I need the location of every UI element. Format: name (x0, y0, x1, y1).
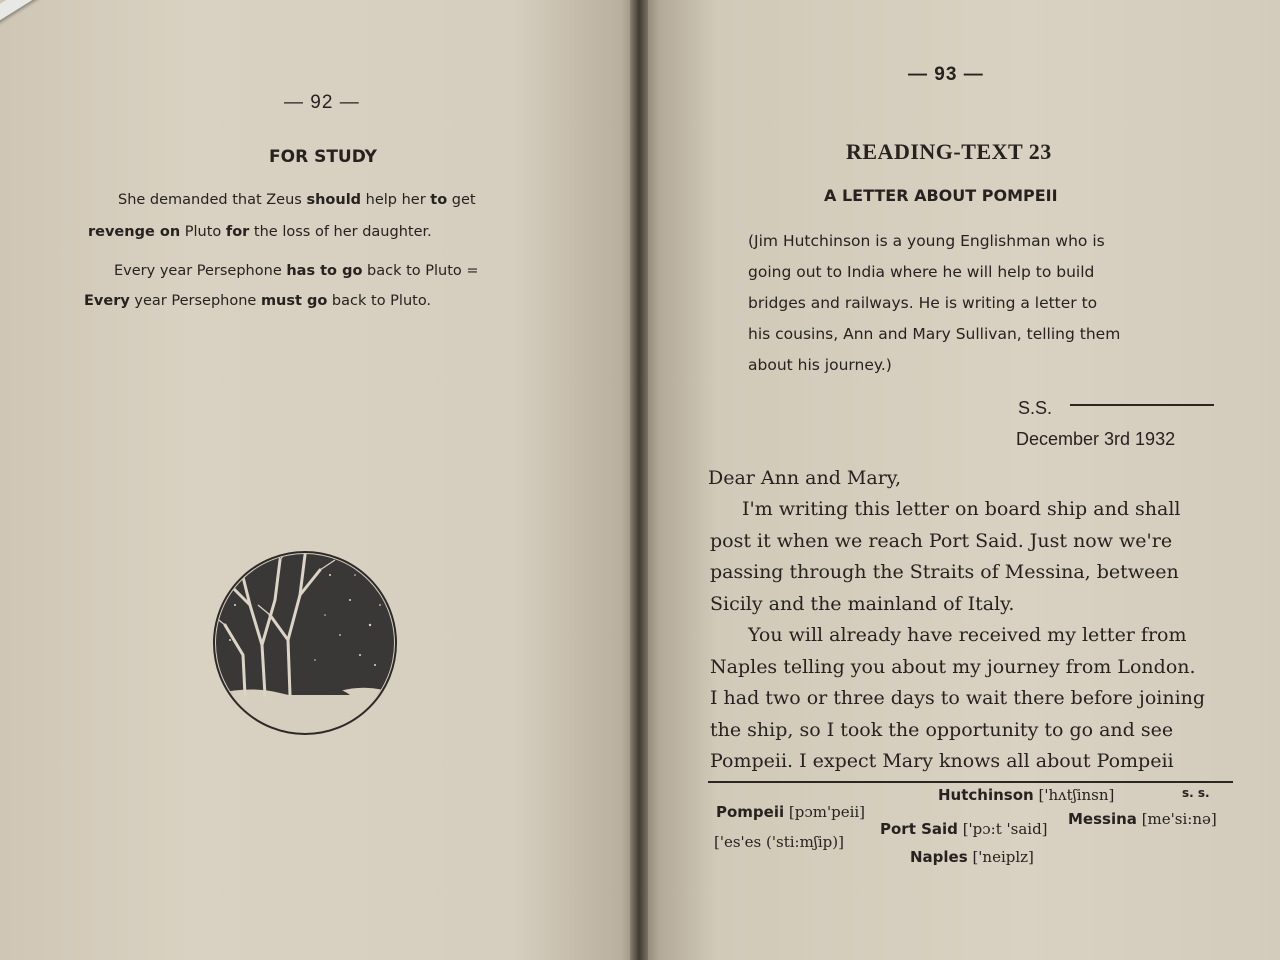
letter-body (710, 494, 1230, 778)
intro-line: about his journey.) (748, 356, 892, 374)
text-run-bold: should (306, 192, 362, 208)
gloss-ss-pronunciation: ['es'es ('sti:mʃip)] (714, 833, 844, 851)
letter-line: Sicily and the mainland of Italy. (710, 592, 1015, 615)
intro-line: bridges and railways. He is writing a letter to (748, 294, 1098, 312)
gloss-ipa: ['neiplz] (972, 848, 1034, 866)
text-run: She demanded that Zeus (118, 192, 307, 208)
study-line-1 (118, 183, 476, 217)
gloss-port-said (880, 820, 1048, 838)
gloss-word: Hutchinson (938, 786, 1034, 804)
text-run: year Persephone (129, 293, 261, 309)
gloss-word: Messina (1068, 810, 1137, 828)
letter-line: I'm writing this letter on board ship and shall (742, 498, 1181, 520)
gloss-pompeii (716, 803, 865, 821)
gloss-word: Naples (910, 848, 968, 866)
text-run-bold: Every (84, 293, 130, 309)
letter-line: Pompeii. I expect Mary knows all about Pompeii (710, 750, 1174, 772)
gloss-messina (1068, 810, 1217, 828)
letter-line: I had two or three days to wait there before joining (710, 687, 1206, 709)
right-page (640, 0, 1280, 960)
letter-line: Naples telling you about my journey from London. (710, 655, 1196, 678)
text-run: the loss of her daughter. (249, 224, 432, 240)
gloss-naples (910, 848, 1034, 866)
gloss-ipa: [pɔm'peii] (788, 803, 866, 821)
reading-text-title: READING-TEXT 23 (846, 139, 1052, 164)
letter-subtitle: A LETTER ABOUT POMPEII (824, 186, 1058, 205)
text-run: help her (361, 192, 431, 208)
bookmark-ribbon (0, 0, 167, 43)
gloss-word: Port Said (880, 820, 958, 838)
text-run: back to Pluto. (327, 293, 432, 309)
night-trees-vignette-illustration (210, 545, 400, 745)
text-run: get (447, 192, 476, 208)
text-run-bold: must go (260, 293, 328, 309)
letter-line: post it when we reach Port Said. Just now we're (710, 529, 1173, 552)
letter-date: December 3rd 1932 (1016, 429, 1176, 449)
intro-paragraph (748, 226, 1120, 381)
intro-line: going out to India where he will help to build (748, 263, 1095, 281)
text-run-bold: for (225, 224, 250, 240)
study-line-2 (88, 215, 432, 249)
letter-line: the ship, so I took the opportunity to go and see (710, 718, 1174, 741)
ship-name-label: S.S. (1018, 398, 1053, 418)
letter-line: passing through the Straits of Messina, between (710, 561, 1179, 583)
intro-line: (Jim Hutchinson is a young Englishman who is (748, 232, 1105, 250)
ship-name-blank-line (1070, 404, 1214, 406)
gloss-word: s. s. (1182, 786, 1210, 800)
gloss-ss (1182, 783, 1210, 801)
page-number-right: — 93 — (908, 64, 984, 85)
text-run-bold: revenge on (88, 224, 181, 240)
letter-salutation: Dear Ann and Mary, (708, 467, 902, 489)
study-line-3 (114, 254, 479, 288)
page-number-left: — 92 — (284, 92, 360, 113)
text-run-bold: to (430, 192, 448, 208)
intro-line: his cousins, Ann and Mary Sullivan, telling them (748, 325, 1121, 343)
text-run: Pluto (180, 224, 226, 240)
gloss-ipa: [me'si:nə] (1141, 810, 1217, 828)
footnote-divider (708, 781, 1233, 783)
gloss-ipa: ['pɔ:t 'said] (962, 820, 1048, 838)
gloss-ipa: ['hʌtʃinsn] (1038, 786, 1115, 804)
for-study-heading: FOR STUDY (269, 147, 377, 167)
gloss-word: Pompeii (716, 803, 785, 821)
text-run: Every year Persephone (114, 263, 287, 279)
text-run: back to Pluto = (362, 263, 479, 279)
letter-line: You will already have received my letter from (748, 624, 1187, 646)
text-run-bold: has to go (286, 263, 363, 279)
book-spine-gutter (630, 0, 648, 960)
study-line-4 (84, 284, 431, 318)
gloss-hutchinson (938, 786, 1114, 804)
